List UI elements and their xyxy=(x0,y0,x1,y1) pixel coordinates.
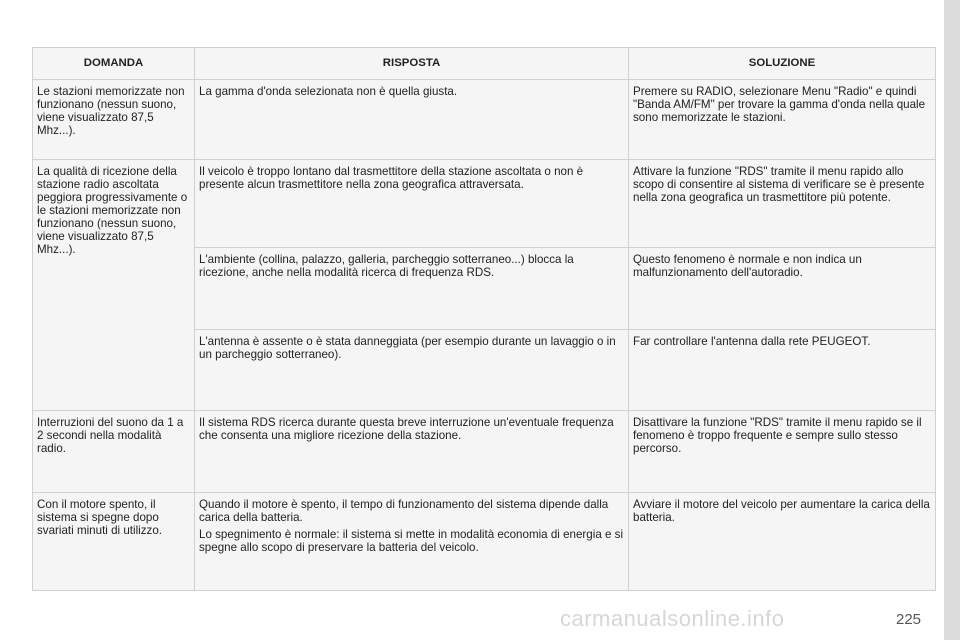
solution-cell: Questo fenomeno è normale e non indica un malfunzionamento dell'autoradio. xyxy=(629,248,936,330)
question-cell: Con il motore spento, il sistema si spegne dopo svariati minuti di utilizzo. xyxy=(33,493,195,591)
question-cell: Le stazioni memorizzate non funzionano (nessun suono, viene visualizzato 87,5 Mhz...). xyxy=(33,80,195,160)
answer-cell: Il veicolo è troppo lontano dal trasmettitore della stazione ascoltata o non è presente alcun trasmettitore nella zona geografica attraversata. xyxy=(195,160,629,248)
header-answer: RISPOSTA xyxy=(195,48,629,80)
header-solution: SOLUZIONE xyxy=(629,48,936,80)
solution-cell: Avviare il motore del veicolo per aumentare la carica della batteria. xyxy=(629,493,936,591)
table-header-row xyxy=(33,48,936,80)
table-row xyxy=(33,493,936,591)
answer-cell: L'ambiente (collina, palazzo, galleria, parcheggio sotterraneo...) blocca la ricezione, anche nella modalità ricerca di frequenza RDS. xyxy=(195,248,629,330)
answer-cell: Il sistema RDS ricerca durante questa breve interruzione un'eventuale frequenza che consenta una migliore ricezione della stazione. xyxy=(195,411,629,493)
table-row xyxy=(33,160,936,248)
table-row xyxy=(33,80,936,160)
watermark: carmanualsonline.info xyxy=(560,606,785,631)
troubleshooting-table xyxy=(32,47,936,591)
solution-cell: Far controllare l'antenna dalla rete PEUGEOT. xyxy=(629,330,936,411)
answer-cell: La gamma d'onda selezionata non è quella giusta. xyxy=(195,80,629,160)
page-edge-band xyxy=(944,0,960,640)
solution-cell: Premere su RADIO, selezionare Menu "Radio" e quindi "Banda AM/FM" per trovare la gamma d'onda nella quale sono memorizzate le stazioni. xyxy=(629,80,936,160)
answer-cell: L'antenna è assente o è stata danneggiata (per esempio durante un lavaggio o in un parcheggio sotterraneo). xyxy=(195,330,629,411)
question-cell: Interruzioni del suono da 1 a 2 secondi nella modalità radio. xyxy=(33,411,195,493)
table-row xyxy=(33,411,936,493)
solution-cell: Attivare la funzione "RDS" tramite il menu rapido allo scopo di consentire al sistema di verificare se è presente nella zona geografica un trasmettitore più potente. xyxy=(629,160,936,248)
header-question: DOMANDA xyxy=(33,48,195,80)
page-number: 225 xyxy=(896,611,922,628)
answer-cell: Quando il motore è spento, il tempo di funzionamento del sistema dipende dalla carica della batteria. Lo spegnimento è normale: il sistema si mette in modalità economia di energia e si spegne allo scopo di preservare la batteria del veicolo. xyxy=(195,493,629,591)
question-cell: La qualità di ricezione della stazione radio ascoltata peggiora progressivamente o le stazioni memorizzate non funzionano (nessun suono, viene visualizzato 87,5 Mhz...). xyxy=(33,160,195,411)
solution-cell: Disattivare la funzione "RDS" tramite il menu rapido se il fenomeno è troppo frequente e sempre sullo stesso percorso. xyxy=(629,411,936,493)
